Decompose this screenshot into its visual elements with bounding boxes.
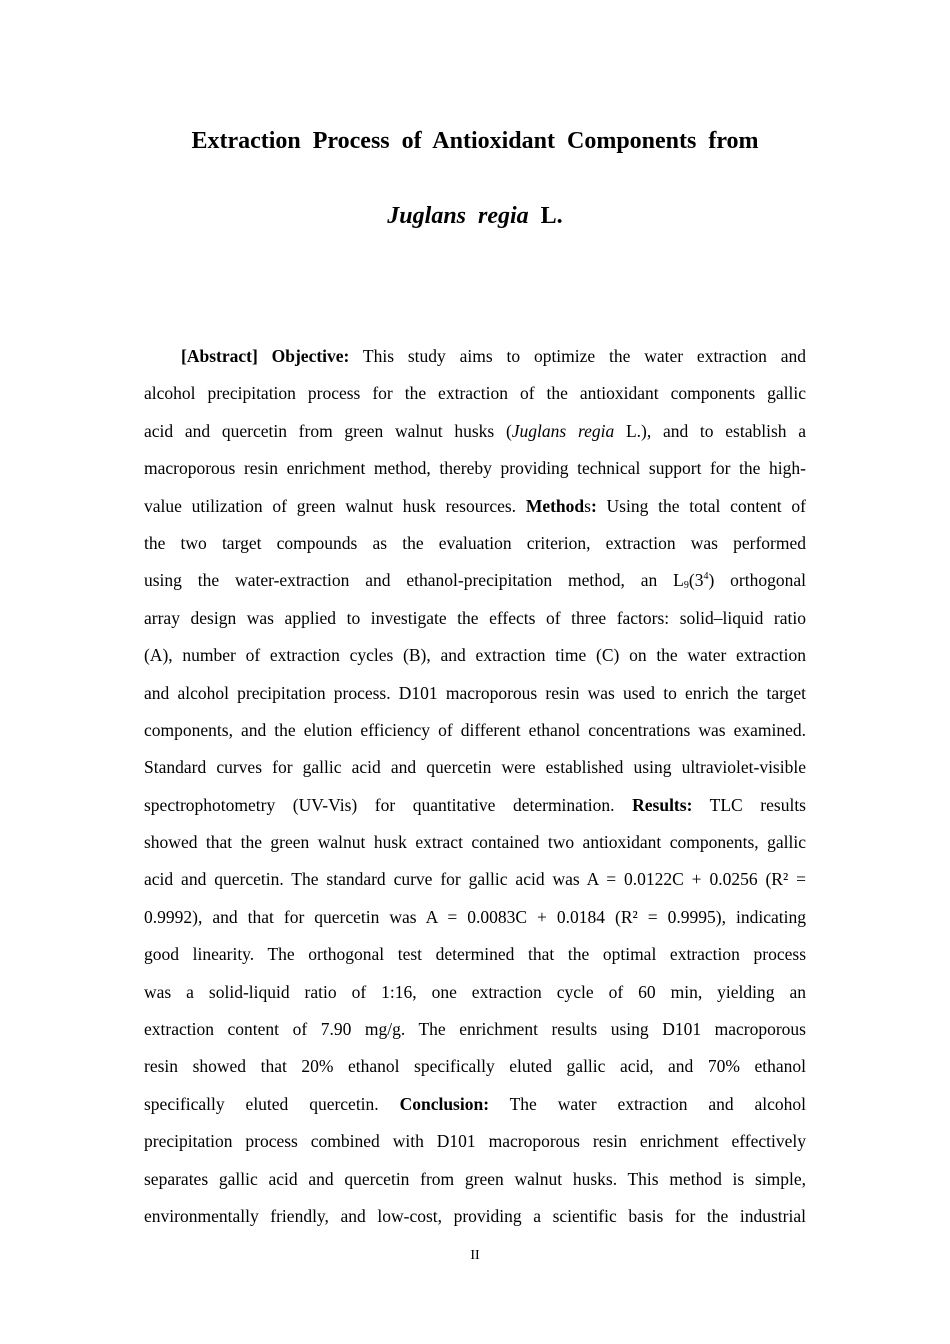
abstract-text: specifically eluted quercetin. — [144, 1093, 400, 1114]
abstract-line — [144, 1086, 806, 1123]
abstract-line — [144, 450, 806, 487]
abstract-line — [144, 712, 806, 749]
abstract-line — [144, 899, 806, 936]
species-author: L. — [540, 203, 563, 229]
abstract-body — [144, 338, 806, 1235]
abstract-text: separates gallic acid and quercetin from green walnut husks. This method is simple, — [144, 1168, 806, 1189]
abstract-text: s — [584, 495, 591, 516]
abstract-heading: : — [590, 495, 597, 516]
abstract-text: and alcohol precipitation process. D101 macroporous resin was used to enrich the target — [144, 682, 806, 703]
abstract-text: was a solid-liquid ratio of 1:16, one extraction cycle of 60 min, yielding an — [144, 981, 806, 1002]
abstract-line — [144, 413, 806, 450]
abstract-heading: Results: — [632, 794, 693, 815]
abstract-text: 4 — [703, 571, 709, 583]
abstract-text: ) orthogonal — [708, 570, 806, 591]
species-name: Juglans regia — [511, 420, 615, 441]
abstract-text: acid and quercetin. The standard curve for gallic acid was A = 0.0122C + 0.0256 (R² = — [144, 869, 806, 890]
abstract-text: Using the total content of — [596, 495, 806, 516]
abstract-text: array design was applied to investigate the effects of three factors: solid–liquid ratio — [144, 607, 806, 628]
abstract-line — [144, 749, 806, 786]
abstract-line — [144, 600, 806, 637]
abstract-text: alcohol precipitation process for the extraction of the antioxidant components gallic — [144, 383, 806, 404]
abstract-line — [144, 1161, 806, 1198]
abstract-line — [144, 338, 806, 375]
abstract-heading: Conclusion: — [399, 1093, 490, 1114]
abstract-line — [144, 525, 806, 562]
paper-title-line-2 — [0, 201, 950, 231]
abstract-text: 9 — [683, 580, 689, 592]
abstract-text: extraction content of 7.90 mg/g. The enrichment results using D101 macroporous — [144, 1019, 806, 1040]
abstract-text: value utilization of green walnut husk resources. — [144, 495, 526, 516]
abstract-text: This study aims to optimize the water extraction and — [349, 346, 807, 366]
abstract-text: resin showed that 20% ethanol specifically eluted gallic acid, and 70% ethanol — [144, 1056, 806, 1077]
abstract-text: (A), number of extraction cycles (B), and extraction time (C) on the water extraction — [144, 645, 806, 666]
abstract-text: macroporous resin enrichment method, thereby providing technical support for the high- — [144, 458, 806, 479]
abstract-line — [144, 1048, 806, 1085]
abstract-text: environmentally friendly, and low-cost, providing a scientific basis for the industrial — [144, 1205, 806, 1226]
abstract-text: precipitation process combined with D101 macroporous resin enrichment effectively — [144, 1131, 806, 1152]
abstract-text: good linearity. The orthogonal test determined that the optimal extraction process — [144, 944, 806, 965]
abstract-line — [144, 861, 806, 898]
abstract-heading: [Abstract] — [181, 346, 258, 366]
abstract-text: spectrophotometry (UV-Vis) for quantitative determination. — [144, 794, 633, 815]
abstract-text — [258, 346, 272, 366]
abstract-line — [144, 1123, 806, 1160]
abstract-heading: Objective: — [271, 346, 350, 366]
abstract-line — [144, 1011, 806, 1048]
abstract-text: acid and quercetin from green walnut husks ( — [144, 420, 512, 441]
abstract-line — [144, 375, 806, 412]
abstract-text: showed that the green walnut husk extract contained two antioxidant components, gallic — [144, 832, 806, 853]
abstract-text: Standard curves for gallic acid and quercetin were established using ultraviolet-visible — [144, 757, 806, 778]
abstract-line — [144, 974, 806, 1011]
abstract-text: TLC results — [692, 794, 806, 815]
page-number: II — [470, 1248, 480, 1263]
abstract-line — [144, 936, 806, 973]
abstract-line — [144, 637, 806, 674]
abstract-text: using the water-extraction and ethanol-precipitation method, an L — [144, 570, 684, 591]
abstract-line — [144, 787, 806, 824]
abstract-text: the two target compounds as the evaluation criterion, extraction was performed — [144, 532, 806, 553]
abstract-text: 0.9992), and that for quercetin was A = 0.0083C + 0.0184 (R² = 0.9995), indicating — [144, 906, 806, 927]
abstract-text: L.), and to establish a — [614, 420, 806, 441]
abstract-text: The water extraction and alcohol — [489, 1093, 806, 1114]
abstract-line — [144, 675, 806, 712]
species-name: Juglans regia — [387, 203, 529, 229]
abstract-heading: Method — [525, 495, 585, 516]
abstract-text: components, and the elution efficiency of different ethanol concentrations was examined. — [144, 719, 806, 740]
abstract-text: (3 — [688, 570, 704, 591]
abstract-line — [144, 488, 806, 525]
paper-title-line-1: Extraction Process of Antioxidant Components from — [191, 128, 759, 154]
abstract-line — [144, 824, 806, 861]
abstract-line — [144, 1198, 806, 1235]
abstract-line — [144, 562, 806, 599]
